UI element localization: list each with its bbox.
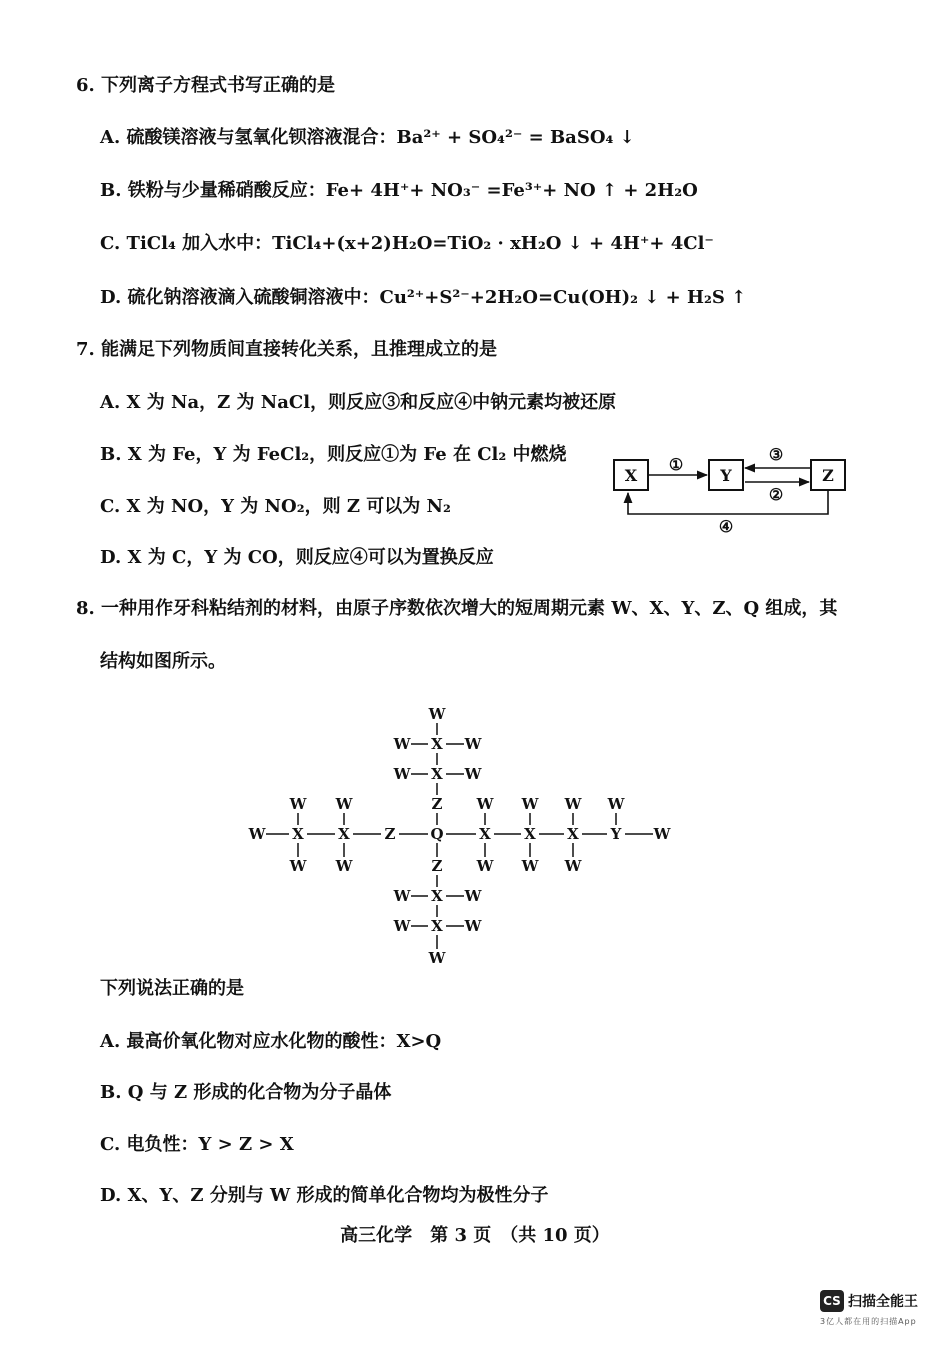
q8-option-c: C. 电负性：Y > Z > X (100, 1134, 294, 1155)
atom-w: W (607, 795, 625, 813)
q8-option-d: D. X、Y、Z 分别与 W 形成的简单化合物均为极性分子 (100, 1185, 549, 1206)
q6-option-a-equation: Ba²⁺ + SO₄²⁻ = BaSO₄ ↓ (396, 127, 635, 148)
atom-x: X (431, 887, 443, 905)
q8-stem-line2: 结构如图所示。 (100, 651, 226, 672)
node-y-label: Y (720, 466, 732, 485)
atom-w: W (653, 825, 671, 843)
atom-w: W (521, 857, 539, 875)
q6-option-c (100, 232, 714, 256)
atom-w: W (393, 917, 411, 935)
atom-w: W (428, 949, 446, 967)
watermark-subtitle: 3亿人都在用的扫描App (820, 1317, 917, 1326)
atom-z: Z (431, 795, 443, 813)
page-footer: 高三化学 第 3 页 （共 10 页） (340, 1225, 610, 1246)
atom-w: W (289, 857, 307, 875)
q6-option-b-label: B. 铁粉与少量稀硝酸反应： (100, 180, 326, 201)
atom-w: W (289, 795, 307, 813)
atom-w: W (476, 857, 494, 875)
node-x-label: X (624, 466, 638, 485)
node-z-label: Z (822, 466, 834, 485)
structure-bonds (266, 723, 653, 949)
atom-x: X (567, 825, 579, 843)
atom-x: X (431, 765, 443, 783)
q7-option-c: C. X 为 NO，Y 为 NO₂，则 Z 可以为 N₂ (100, 496, 451, 517)
atom-w: W (564, 795, 582, 813)
arrow-1-label: ① (668, 455, 684, 474)
watermark-name: 扫描全能王 (848, 1294, 918, 1310)
atom-w: W (428, 705, 446, 723)
arrow-4-label: ④ (718, 517, 734, 536)
camscanner-logo-icon: CS (820, 1290, 844, 1312)
arrow-4 (628, 490, 828, 514)
scanner-watermark (820, 1290, 918, 1327)
atom-x: X (431, 917, 443, 935)
atom-z: Z (384, 825, 396, 843)
q6-option-c-equation: TiCl₄+(x+2)H₂O=TiO₂ · xH₂O ↓ + 4H⁺+ 4Cl⁻ (272, 233, 714, 254)
q6-option-d (100, 286, 746, 310)
q8-stem-line1: 8. 一种用作牙科粘结剂的材料，由原子序数依次增大的短周期元素 W、X、Y、Z、Q 组成，其 (76, 598, 838, 619)
conversion-diagram (600, 440, 860, 540)
q7-option-a: A. X 为 Na，Z 为 NaCl，则反应③和反应④中钠元素均被还原 (100, 392, 617, 413)
q8-option-b: B. Q 与 Z 形成的化合物为分子晶体 (100, 1082, 392, 1103)
q6-option-a-label: A. 硫酸镁溶液与氢氧化钡溶液混合： (100, 127, 397, 148)
q6-option-b-equation: Fe+ 4H⁺+ NO₃⁻ =Fe³⁺+ NO ↑ + 2H₂O (325, 180, 698, 201)
atom-x: X (524, 825, 536, 843)
q8-prompt: 下列说法正确的是 (100, 978, 244, 999)
atom-x: X (338, 825, 350, 843)
molecular-structure (240, 700, 690, 980)
arrow-2-label: ② (768, 485, 784, 504)
atom-w: W (521, 795, 539, 813)
q6-option-c-label: C. TiCl₄ 加入水中： (100, 233, 273, 254)
atom-y: Y (610, 825, 622, 843)
q6-option-b (100, 179, 698, 203)
atom-w: W (564, 857, 582, 875)
atom-w: W (464, 887, 482, 905)
atom-x: X (479, 825, 491, 843)
atom-z: Z (431, 857, 443, 875)
q6-option-d-equation: Cu²⁺+S²⁻+2H₂O=Cu(OH)₂ ↓ + H₂S ↑ (379, 287, 747, 308)
q7-option-b: B. X 为 Fe，Y 为 FeCl₂，则反应①为 Fe 在 Cl₂ 中燃烧 (100, 444, 567, 465)
atom-w: W (393, 735, 411, 753)
atom-q: Q (430, 825, 444, 843)
atom-w: W (335, 857, 353, 875)
atom-w: W (335, 795, 353, 813)
arrow-3-label: ③ (768, 445, 784, 464)
atom-x: X (292, 825, 304, 843)
atom-x: X (431, 735, 443, 753)
q6-option-d-label: D. 硫化钠溶液滴入硫酸铜溶液中： (100, 287, 380, 308)
atom-w: W (393, 765, 411, 783)
atom-w: W (476, 795, 494, 813)
atom-w: W (393, 887, 411, 905)
atom-w: W (248, 825, 266, 843)
atom-w: W (464, 917, 482, 935)
atom-w: W (464, 765, 482, 783)
q8-option-a: A. 最高价氧化物对应水化物的酸性：X>Q (100, 1031, 442, 1052)
q6-stem: 6. 下列离子方程式书写正确的是 (76, 75, 336, 96)
atom-w: W (464, 735, 482, 753)
q7-stem: 7. 能满足下列物质间直接转化关系，且推理成立的是 (76, 339, 498, 360)
q7-option-d: D. X 为 C，Y 为 CO，则反应④可以为置换反应 (100, 547, 494, 568)
q6-option-a (100, 126, 635, 150)
